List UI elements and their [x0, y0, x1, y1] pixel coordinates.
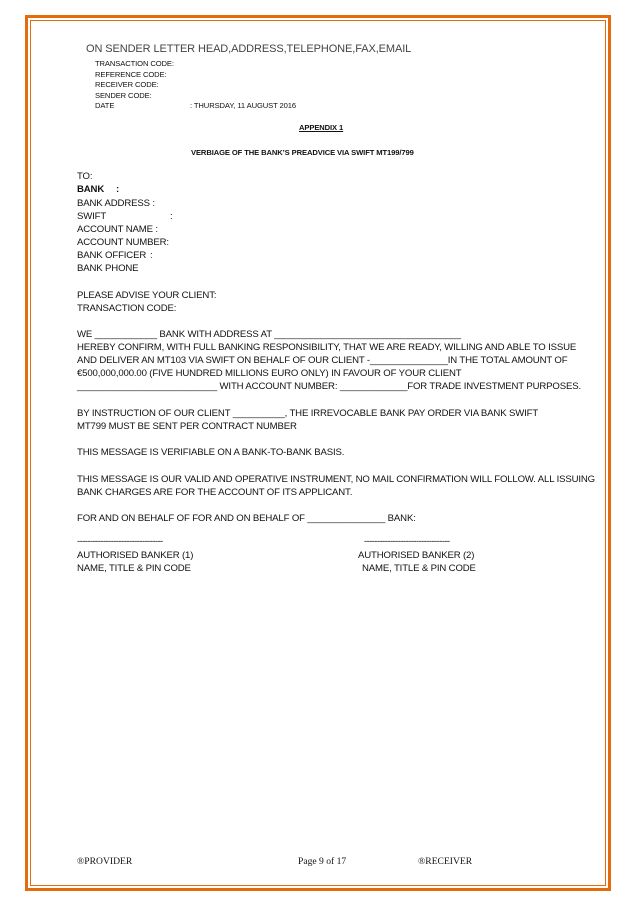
bank-address-label: BANK ADDRESS : — [77, 198, 155, 209]
bank-label: BANK — [77, 184, 105, 195]
signature-line-left: --------------------------------- — [77, 536, 163, 547]
receiver-code-label: RECEIVER CODE: — [95, 80, 159, 89]
swift-colon: : — [170, 211, 173, 222]
transaction-code-label: TRANSACTION CODE: — [95, 59, 174, 68]
verbiage-title: VERBIAGE OF THE BANK’S PREADVICE VIA SWIFT MT199/799 — [191, 148, 414, 157]
date-value: : THURSDAY, 11 AUGUST 2016 — [190, 101, 297, 110]
signature-line-right: --------------------------------- — [364, 536, 450, 547]
operative-line-2: BANK CHARGES ARE FOR THE ACCOUNT OF ITS APPLICANT. — [77, 487, 353, 498]
appendix-title: APPENDIX 1 — [299, 123, 344, 132]
sender-code-label: SENDER CODE: — [95, 91, 152, 100]
account-number-label: ACCOUNT NUMBER: — [77, 237, 169, 248]
on-behalf-line: FOR AND ON BEHALF OF FOR AND ON BEHALF OF _______________ BANK: — [77, 513, 416, 524]
swift-label: SWIFT — [77, 211, 107, 222]
operative-line-1: THIS MESSAGE IS OUR VALID AND OPERATIVE INSTRUMENT, NO MAIL CONFIRMATION WILL FOLLOW. ALL ISSUING — [77, 474, 595, 485]
bank-phone-label: BANK PHONE — [77, 263, 139, 274]
instruction-line-2: MT799 MUST BE SENT PER CONTRACT NUMBER — [77, 421, 297, 432]
confirmation-line-4: €500,000,000.00 (FIVE HUNDRED MILLIONS EURO ONLY) IN FAVOUR OF YOUR CLIENT — [77, 368, 462, 379]
advise-transaction-code: TRANSACTION CODE: — [77, 303, 177, 314]
verifiable-line: THIS MESSAGE IS VERIFIABLE ON A BANK-TO-BANK BASIS. — [77, 447, 345, 458]
confirmation-line-5: ___________________________ WITH ACCOUNT NUMBER: _____________FOR TRADE INVESTMENT PURPOSES. — [77, 381, 581, 392]
confirmation-line-1: WE ____________ BANK WITH ADDRESS AT ____________________________________ — [77, 329, 461, 340]
authorised-banker-2: AUTHORISED BANKER (2) — [358, 550, 475, 561]
footer-page-number: Page 9 of 17 — [298, 856, 347, 867]
reference-code-label: REFERENCE CODE: — [95, 70, 167, 79]
footer-provider: ®PROVIDER — [77, 856, 133, 867]
letterhead-line: ON SENDER LETTER HEAD,ADDRESS,TELEPHONE,FAX,EMAIL — [86, 43, 412, 55]
advise-client-line: PLEASE ADVISE YOUR CLIENT: — [77, 290, 217, 301]
bank-colon: : — [116, 184, 120, 195]
confirmation-line-3: AND DELIVER AN MT103 VIA SWIFT ON BEHALF OF OUR CLIENT -_______________IN THE TOTAL AMOUNT OF — [77, 355, 568, 366]
footer-receiver: ®RECEIVER — [418, 856, 473, 867]
bank-officer-colon: : — [150, 250, 153, 261]
name-title-pin-left: NAME, TITLE & PIN CODE — [77, 563, 191, 574]
bank-officer-label: BANK OFFICER — [77, 250, 147, 261]
authorised-banker-1: AUTHORISED BANKER (1) — [77, 550, 194, 561]
account-name-label: ACCOUNT NAME : — [77, 224, 158, 235]
to-label: TO: — [77, 171, 93, 182]
confirmation-line-2: HEREBY CONFIRM, WITH FULL BANKING RESPONSIBILITY, THAT WE ARE READY, WILLING AND ABLE TO ISSUE — [77, 342, 577, 353]
name-title-pin-right: NAME, TITLE & PIN CODE — [362, 563, 476, 574]
date-label: DATE — [95, 101, 115, 110]
instruction-line-1: BY INSTRUCTION OF OUR CLIENT __________, THE IRREVOCABLE BANK PAY ORDER VIA BANK SWIFT — [77, 408, 539, 419]
